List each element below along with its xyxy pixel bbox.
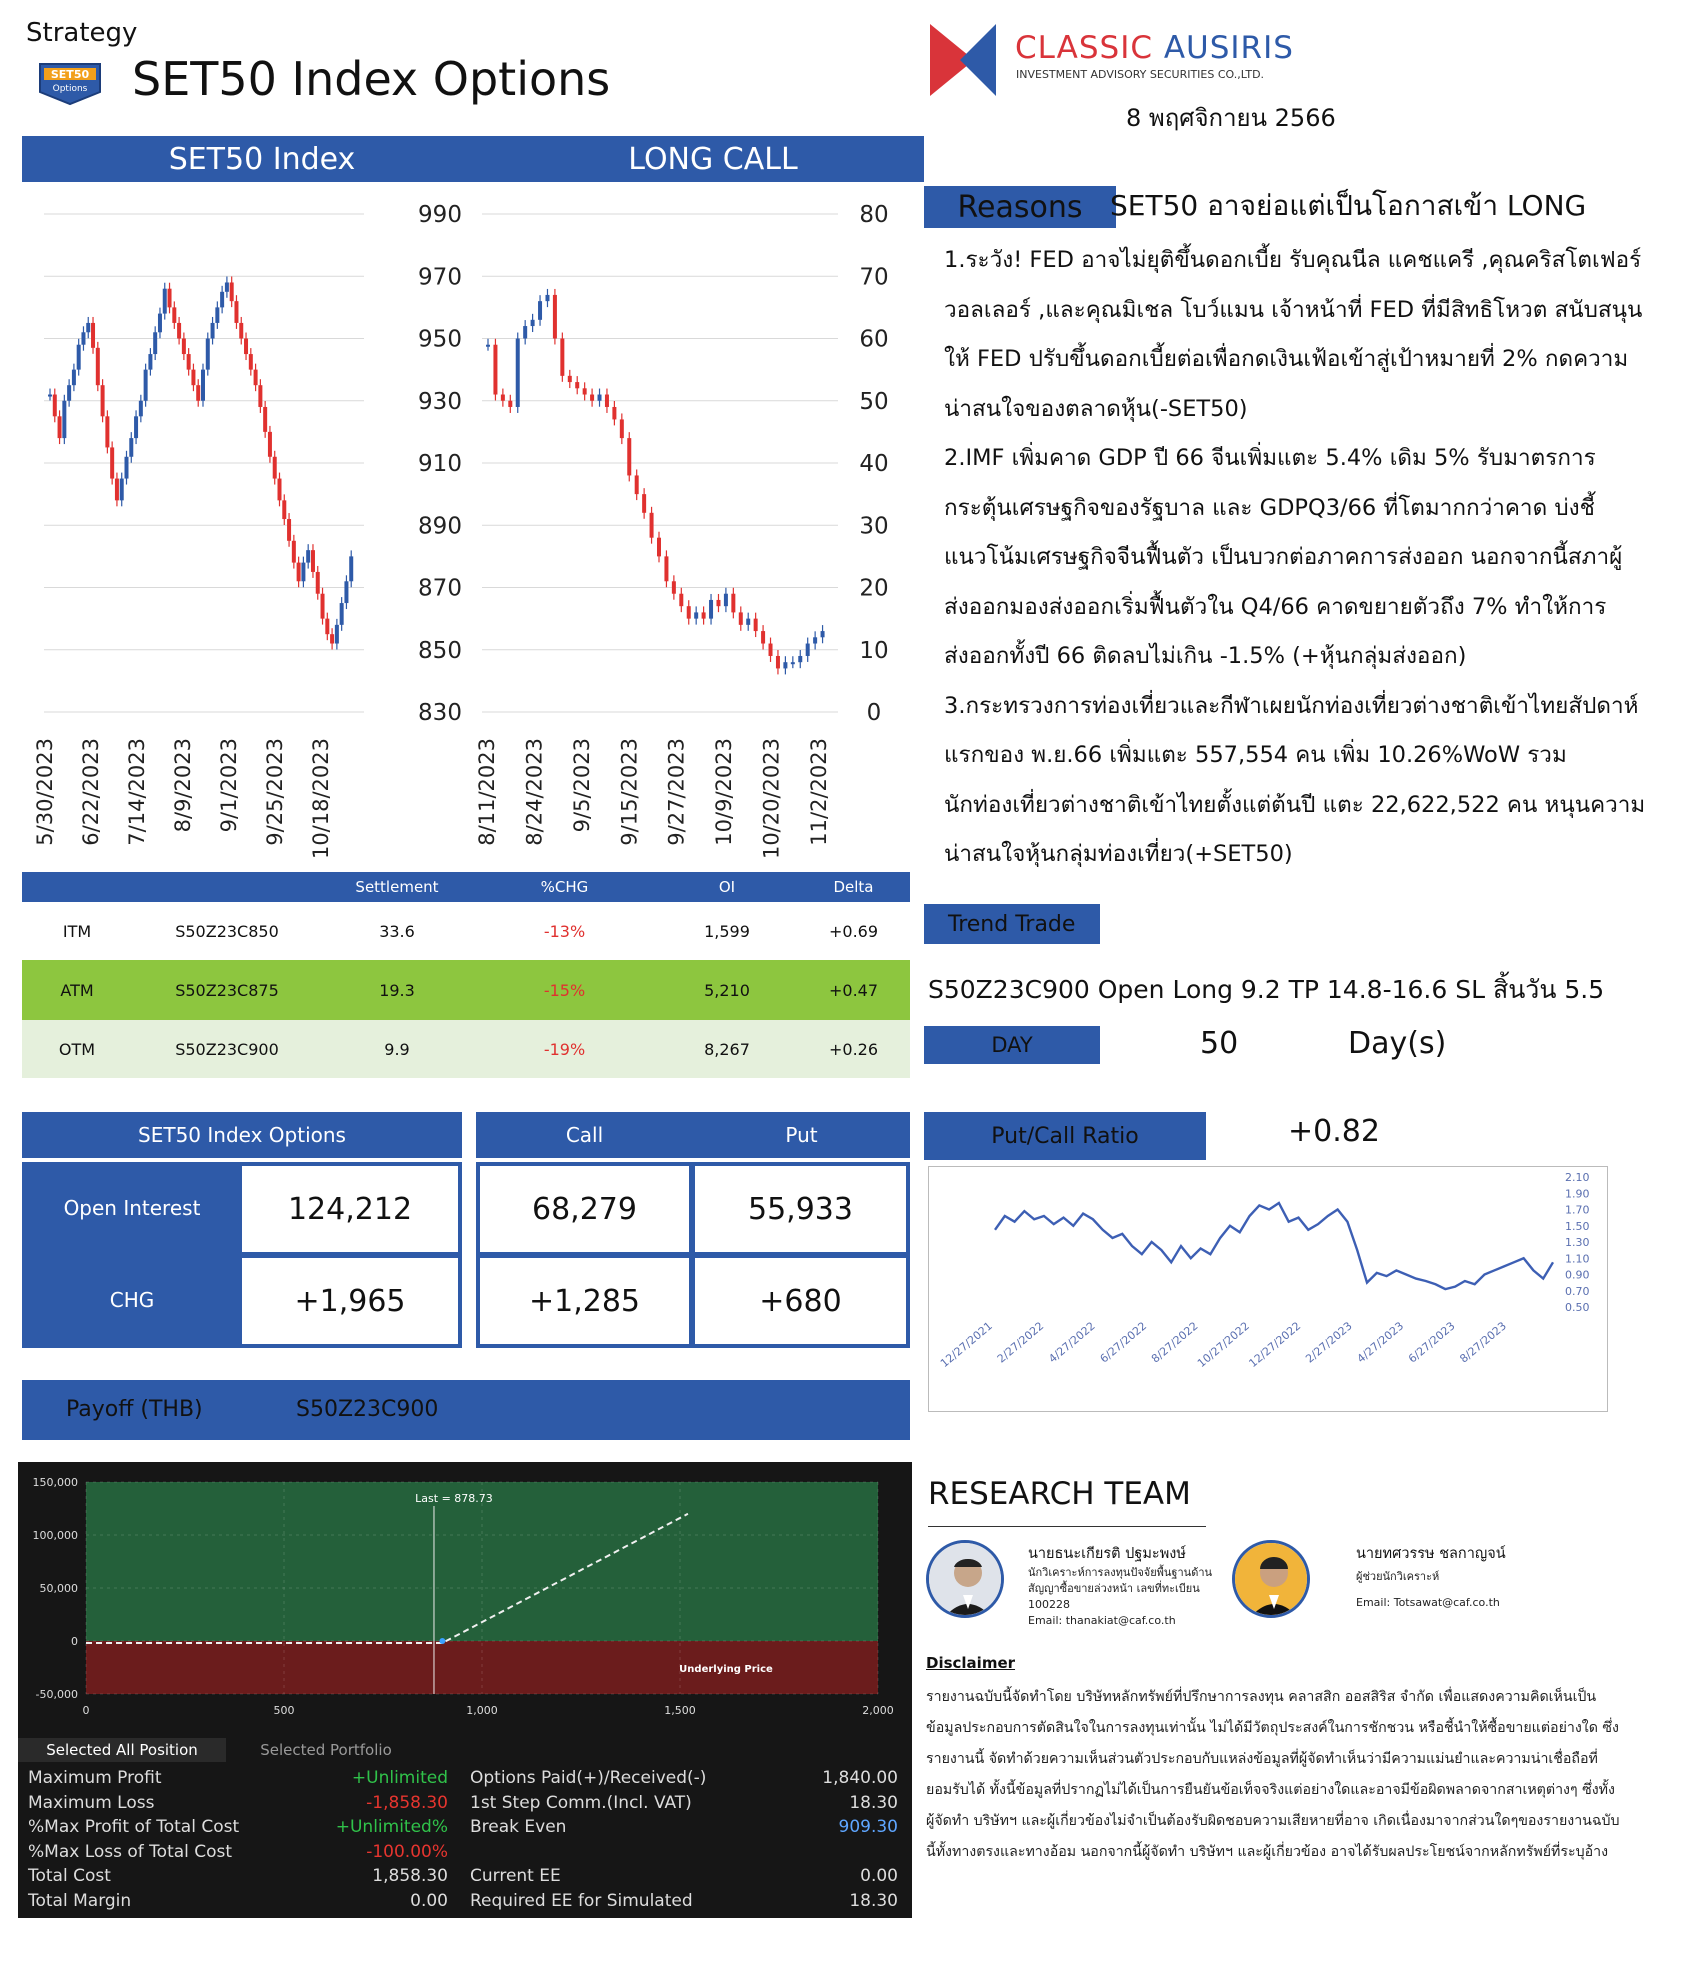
payoff-x-tick-label: 1,500: [664, 1704, 696, 1717]
reason-line: ส่งออกทั้งปี 66 ติดลบไม่เกิน -1.5% (+หุ้นกลุ่มส่งออก): [944, 643, 1467, 669]
payoff-x-tick-label: 1,000: [466, 1704, 498, 1717]
set50-x-tick-label: 8/9/2023: [171, 738, 195, 833]
oi-call-value: 68,279: [478, 1164, 691, 1254]
longcall-candle: [716, 600, 720, 606]
reason-line: วอลเลอร์ ,และคุณมิเชล โบว์แมน เจ้าหน้าที่ FED ที่มีสิทธิโหวต สนับสนุน: [944, 296, 1643, 323]
longcall-candle: [612, 407, 616, 419]
reason-line: แนวโน้มเศรษฐกิจจีนฟื้นตัว เป็นบวกต่อภาคการส่งออก นอกจากนี้สภาผู้: [944, 544, 1623, 570]
payoff-x-tick-label: 0: [82, 1704, 90, 1717]
longcall-candle: [560, 339, 564, 376]
set50-candle: [139, 401, 143, 417]
set50-candle: [287, 519, 291, 541]
set50-y-tick-label: 930: [418, 388, 462, 415]
longcall-candle: [783, 662, 787, 668]
pcr-y-tick-label: 0.90: [1565, 1268, 1590, 1282]
day-label: DAY: [924, 1026, 1100, 1064]
longcall-candle: [590, 395, 594, 401]
reason-line: น่าสนใจของตลาดหุ้น(-SET50): [944, 395, 1248, 422]
set50-candle: [206, 339, 210, 370]
longcall-candle: [516, 339, 520, 407]
set50-candle: [273, 457, 277, 479]
set50-candle: [249, 354, 253, 370]
reason-line: นักท่องเที่ยวต่างชาติเข้าไทยตั้งแต่ต้นปี แตะ 22,622,522 คน หนุนความ: [944, 791, 1646, 818]
set50-candle: [182, 339, 186, 355]
put-label: Put: [785, 1123, 818, 1147]
tab-selected-portfolio[interactable]: Selected Portfolio: [260, 1741, 392, 1759]
longcall-x-tick-label: 8/24/2023: [522, 738, 547, 846]
longcall-candle: [486, 345, 490, 347]
avatar: [1232, 1540, 1310, 1618]
options-table: [22, 872, 910, 1078]
oi-block-title: SET50 Index Options: [22, 1112, 462, 1158]
chg-label: CHG: [109, 1288, 155, 1312]
reason-line: 3.กระทรวงการท่องเที่ยวและกีฬาเผยนักท่องเที่ยวต่างชาติเข้าไทยสัปดาห์: [944, 692, 1639, 719]
day-value: 50: [1200, 1026, 1239, 1061]
table-row: ITM S50Z23C850 33.6 -13% 1,599 +0.69: [22, 902, 910, 960]
pcr-series-line: [995, 1203, 1553, 1289]
longcall-candle: [508, 401, 512, 407]
payoff-label: Payoff (THB): [66, 1397, 203, 1422]
price-charts: [0, 190, 920, 860]
options-table-header: [22, 872, 910, 902]
set50-candle: [86, 323, 90, 332]
longcall-candle: [798, 656, 802, 662]
longcall-candle: [724, 594, 728, 606]
longcall-candle: [813, 637, 817, 643]
set50-y-tick-label: 830: [418, 700, 462, 726]
longcall-candle: [545, 295, 549, 301]
pcr-x-tick-label: 4/27/2022: [1046, 1319, 1098, 1366]
col-delta: Delta: [833, 878, 874, 896]
col-oi: OI: [718, 878, 736, 896]
longcall-candle: [739, 612, 743, 624]
payoff-panel: [18, 1462, 912, 1918]
set50-y-tick-label: 990: [418, 202, 462, 228]
set50-candle: [301, 563, 305, 582]
longcall-candle: [709, 600, 713, 619]
pcr-y-tick-label: 0.70: [1565, 1284, 1590, 1298]
set50-x-tick-label: 7/14/2023: [125, 738, 149, 846]
set50-candle: [163, 289, 167, 314]
logo-sub: Options: [52, 84, 88, 94]
longcall-candle: [583, 388, 587, 394]
stat-options-paid: Options Paid(+)/Received(-) 1,840.00: [470, 1768, 898, 1789]
set50-candle: [344, 581, 348, 603]
set50-y-tick-label: 850: [418, 637, 462, 664]
set50-candle: [58, 416, 62, 438]
set50-candle: [292, 541, 296, 563]
set50-candle: [91, 323, 95, 348]
tab-selected-all-position[interactable]: Selected All Position: [18, 1738, 226, 1762]
payoff-y-tick-label: 0: [71, 1635, 78, 1648]
set50-candle: [282, 500, 286, 519]
longcall-x-tick-label: 11/2/2023: [807, 738, 831, 846]
set50-y-tick-label: 870: [418, 575, 462, 602]
set50-candle: [254, 370, 258, 386]
pcr-y-tick-label: 2.10: [1565, 1171, 1590, 1184]
set50-index-header: SET50 Index: [22, 136, 502, 182]
set50-candle: [201, 370, 205, 401]
longcall-x-tick-label: 10/20/2023: [759, 738, 784, 860]
set50-candle: [316, 572, 320, 594]
longcall-candle: [650, 513, 654, 538]
set50-candle: [268, 432, 272, 457]
payoff-header: [22, 1380, 910, 1440]
longcall-y-tick-label: 0: [866, 700, 882, 726]
pcr-x-tick-label: 8/27/2022: [1148, 1319, 1201, 1366]
chg-total-value: +1,965: [240, 1256, 460, 1346]
set50-x-tick-label: 9/25/2023: [263, 738, 287, 846]
set50-candle: [148, 354, 152, 370]
pcr-x-tick-label: 2/27/2023: [1303, 1319, 1355, 1366]
col-settlement: Settlement: [355, 878, 439, 896]
longcall-candle: [761, 631, 765, 643]
longcall-candle: [553, 295, 557, 339]
longcall-candle: [627, 438, 631, 475]
longcall-candle: [620, 419, 624, 438]
reasons-label: Reasons: [924, 186, 1116, 228]
longcall-y-tick-label: 40: [859, 451, 889, 477]
set50-candle: [211, 323, 215, 339]
disclaimer-line: รายงานนี้ จัดทำด้วยความเห็นส่วนตัวประกอบกับแหล่งข้อมูลที่ผู้จัดทำเห็นว่ามีความแม่นยำและความน่าเชื่อถือที่: [926, 1751, 1598, 1767]
payoff-y-tick-label: 150,000: [32, 1476, 78, 1489]
trend-trade-text: S50Z23C900 Open Long 9.2 TP 14.8-16.6 SL สิ้นวัน 5.5: [928, 975, 1605, 1004]
pcr-x-tick-label: 4/27/2023: [1354, 1319, 1407, 1366]
stat-required-ee: Required EE for Simulated 18.30: [470, 1890, 898, 1911]
day-unit: Day(s): [1348, 1026, 1447, 1061]
longcall-candle: [501, 395, 505, 401]
payoff-last-label: Last = 878.73: [415, 1492, 493, 1505]
set50-candle: [129, 438, 133, 457]
long-call-header: LONG CALL: [502, 136, 924, 182]
set50-candle: [144, 370, 148, 401]
longcall-candle: [531, 320, 535, 326]
set50-candle: [177, 323, 181, 339]
disclaimer-line: รายงานฉบับนี้จัดทำโดย บริษัทหลักทรัพย์ที่ปรึกษาการลงทุน คลาสสิก ออสสิริส จำกัด เพื่อแสดงความคิดเห็นเป็น: [926, 1689, 1597, 1705]
set50-candle: [244, 339, 248, 355]
table-row: ATM S50Z23C875 19.3 -15% 5,210 +0.47: [22, 960, 910, 1020]
disclaimer-text: [926, 1682, 1656, 1868]
disclaimer-line: ยอมรับได้ ทั้งนี้ข้อมูลที่ปรากฏไม่ได้เป็นการยืนยันข้อเท็จจริงแต่อย่างใดและอาจมีข้อผิดพลาดจากสาเหตุต่างๆ ซึ่งทั้ง: [926, 1782, 1615, 1798]
stat-max-loss-pct: %Max Loss of Total Cost -100.00%: [28, 1841, 448, 1862]
set50-candle: [278, 479, 282, 501]
pcr-x-tick-label: 8/27/2023: [1457, 1319, 1509, 1366]
reason-line: น่าสนใจหุ้นกลุ่มท่องเที่ยว(+SET50): [944, 841, 1293, 867]
longcall-x-tick-label: 9/27/2023: [664, 738, 689, 846]
research-team-divider: [928, 1526, 1206, 1527]
page-title: SET50 Index Options: [132, 52, 611, 106]
set50-candle: [196, 385, 200, 401]
set50-candle: [172, 307, 176, 323]
set50-candle: [125, 457, 129, 479]
longcall-candle: [538, 301, 542, 320]
payoff-code: S50Z23C900: [296, 1397, 439, 1422]
set50-candle: [105, 416, 109, 447]
set50-x-tick-label: 6/22/2023: [79, 738, 103, 846]
set50-candle: [158, 314, 162, 333]
pcr-x-tick-label: 12/27/2021: [938, 1319, 995, 1371]
set50-y-tick-label: 950: [418, 326, 462, 353]
longcall-candle: [598, 395, 602, 401]
oi-total-value: 124,212: [240, 1164, 460, 1254]
set50-candle: [325, 619, 329, 635]
set50-candle: [48, 395, 52, 397]
stat-max-profit-pct: %Max Profit of Total Cost +Unlimited%: [28, 1817, 448, 1838]
set50-candle: [67, 385, 71, 401]
set50-candle: [81, 332, 85, 344]
longcall-candle: [523, 326, 527, 338]
payoff-y-tick-label: 100,000: [32, 1529, 78, 1542]
longcall-x-tick-label: 9/15/2023: [617, 738, 642, 846]
longcall-candle: [657, 538, 661, 557]
pcr-x-tick-label: 6/27/2022: [1097, 1319, 1150, 1366]
reason-line: ส่งออกมองส่งออกเริ่มฟื้นตัวใน Q4/66 คาดขยายตัวถึง 7% ทำให้การ: [944, 593, 1607, 620]
reason-line: ให้ FED ปรับขึ้นดอกเบี้ยต่อเพื่อกดเงินเฟ้อเข้าสู่เป้าหมายที่ 2% กดความ: [944, 346, 1629, 372]
reason-line: 1.ระวัง! FED อาจไม่ยุติขึ้นดอกเบี้ย รับคุณนีล แคชแครี ,คุณคริสโตเฟอร์: [944, 247, 1642, 273]
longcall-y-tick-label: 20: [859, 575, 889, 602]
reason-line: 2.IMF เพิ่มคาด GDP ปี 66 จีนเพิ่มแตะ 5.4% เดิม 5% รับมาตรการ: [944, 445, 1596, 471]
stat-total-margin: Total Margin 0.00: [28, 1890, 448, 1911]
longcall-candle: [791, 662, 795, 664]
payoff-stats-right: [470, 1766, 898, 1913]
longcall-candle: [769, 644, 773, 656]
chg-put-value: +680: [693, 1256, 908, 1346]
longcall-candle: [635, 475, 639, 494]
set50-candle: [239, 323, 243, 339]
set50-candle: [225, 282, 229, 291]
longcall-candle: [605, 395, 609, 407]
stat-total-cost: Total Cost 1,858.30: [28, 1866, 448, 1887]
brand-name: CLASSIC AUSIRIS: [1015, 30, 1294, 66]
table-row: OTM S50Z23C900 9.9 -19% 8,267 +0.26: [22, 1020, 910, 1078]
reasons-title: SET50 อาจย่อแต่เป็นโอกาสเข้า LONG: [1110, 189, 1587, 222]
longcall-x-tick-label: 8/11/2023: [475, 738, 499, 846]
longcall-candle: [575, 382, 579, 388]
pcr-y-tick-label: 1.30: [1565, 1236, 1590, 1249]
longcall-candle: [687, 606, 691, 618]
put-call-ratio-chart: [928, 1166, 1608, 1412]
set50-candle: [153, 332, 157, 354]
longcall-candle: [702, 612, 706, 618]
set50-x-tick-label: 10/18/2023: [309, 738, 333, 860]
reasons-body: [944, 236, 1684, 880]
disclaimer-line: ข้อมูลประกอบการตัดสินใจในการลงทุนเท่านั้น ไม่ได้มีวัตถุประสงค์ในการชักชวน หรือชี้นำให้ซื้อขายแต่อย่างใด ซึ่ง: [926, 1720, 1619, 1736]
col-chg: %CHG: [540, 878, 589, 896]
reason-line: กระตุ้นเศรษฐกิจของรัฐบาล และ GDPQ3/66 ที่โตมากกว่าคาด บ่งชี้: [944, 494, 1595, 521]
set50-candle: [230, 282, 234, 301]
set50-candle: [306, 550, 310, 562]
pcr-y-tick-label: 1.70: [1565, 1203, 1590, 1217]
research-member-1: นายธนะเกียรติ ปฐมะพงษ์ นักวิเคราะห์การลงทุนปัจจัยพื้นฐานด้าน สัญญาซื้อขายล่วงหน้า เลขที่ทะเบียน 100228 Email: thanakiat@caf.co.th: [1028, 1546, 1213, 1627]
disclaimer-line: นี้ทั้งทางตรงและทางอ้อม นอกจากนี้ผู้จัดทำ บริษัทฯ และผู้เกี่ยวข้อง อาจได้รับผลประโยชน์จากหลักทรัพย์ที่ระบุอ้าง: [926, 1844, 1609, 1860]
set50-candle: [62, 401, 66, 438]
payoff-y-tick-label: 50,000: [39, 1582, 78, 1595]
longcall-y-tick-label: 50: [859, 388, 889, 415]
research-team-title: RESEARCH TEAM: [928, 1476, 1191, 1512]
pcr-x-tick-label: 12/27/2022: [1246, 1319, 1304, 1371]
payoff-x-tick-label: 500: [273, 1704, 295, 1717]
pcr-y-tick-label: 1.90: [1565, 1187, 1590, 1201]
oi-put-value: 55,933: [693, 1164, 908, 1254]
longcall-candle: [493, 345, 497, 395]
set50-candle: [187, 354, 191, 370]
longcall-candle: [731, 594, 735, 613]
set50-candle: [258, 385, 262, 407]
longcall-y-tick-label: 60: [859, 326, 889, 353]
set50-candle: [321, 594, 325, 619]
stat-blank: [470, 1840, 898, 1865]
longcall-x-tick-label: 10/9/2023: [712, 738, 737, 846]
payoff-x-tick-label: 2,000: [862, 1704, 894, 1717]
set50-x-tick-label: 9/1/2023: [217, 738, 241, 833]
set50-y-tick-label: 890: [418, 513, 462, 540]
set50-candle: [330, 634, 334, 643]
classic-ausiris-logo: [930, 20, 1020, 100]
set50-candle: [72, 370, 76, 386]
call-put-header: [476, 1112, 910, 1158]
set50-x-tick-label: 5/30/2023: [33, 738, 57, 846]
payoff-underlying-label: Underlying Price: [679, 1664, 773, 1675]
set50-candle: [340, 603, 344, 625]
stat-current-ee: Current EE 0.00: [470, 1866, 898, 1887]
reason-line: แรกของ พ.ย.66 เพิ่มแตะ 557,554 คน เพิ่ม 10.26%WoW รวม: [944, 742, 1567, 768]
longcall-candle: [776, 656, 780, 668]
pcr-y-tick-label: 1.10: [1565, 1252, 1590, 1266]
longcall-candle: [679, 594, 683, 606]
set50-y-tick-label: 970: [418, 264, 462, 291]
longcall-y-tick-label: 70: [859, 264, 889, 291]
set50-candle: [53, 395, 57, 417]
set50-candle: [234, 301, 238, 323]
chg-call-value: +1,285: [478, 1256, 691, 1346]
pcr-y-tick-label: 0.50: [1565, 1301, 1590, 1314]
set50-candle: [77, 345, 81, 370]
set50-options-logo: [34, 58, 106, 108]
longcall-candle: [746, 619, 750, 625]
set50-candle: [349, 556, 353, 581]
pcr-x-tick-label: 2/27/2022: [994, 1319, 1047, 1366]
pcr-x-tick-label: 10/27/2022: [1195, 1319, 1252, 1371]
stat-comm: 1st Step Comm.(Incl. VAT) 18.30: [470, 1792, 898, 1813]
set50-candle: [168, 289, 172, 308]
brand-subtitle: INVESTMENT ADVISORY SECURITIES CO.,LTD.: [1016, 68, 1265, 81]
pcr-x-tick-label: 6/27/2023: [1405, 1319, 1458, 1366]
report-date: 8 พฤศจิกายน 2566: [1126, 104, 1336, 132]
longcall-candle: [664, 556, 668, 581]
research-member-2: นายทศวรรษ ชลกาญจน์ ผู้ช่วยนักวิเคราะห์ Email: Totsawat@caf.co.th: [1356, 1546, 1506, 1609]
set50-candle: [311, 550, 315, 572]
set50-candle: [110, 447, 114, 478]
payoff-break-even-point: [439, 1638, 445, 1644]
longcall-y-tick-label: 10: [859, 637, 889, 664]
set50-candle: [115, 479, 119, 501]
longcall-candle: [806, 644, 810, 656]
longcall-candle: [694, 612, 698, 618]
strategy-label: Strategy: [26, 18, 138, 48]
stat-break-even: Break Even 909.30: [470, 1817, 898, 1838]
disclaimer-title: Disclaimer: [926, 1654, 1016, 1672]
call-label: Call: [565, 1123, 604, 1147]
pcr-y-tick-label: 1.50: [1565, 1219, 1590, 1233]
payoff-stats-left: [28, 1766, 448, 1913]
avatar: [926, 1540, 1004, 1618]
stat-max-loss: Maximum Loss -1,858.30: [28, 1792, 448, 1813]
longcall-candle: [642, 494, 646, 513]
longcall-candle: [821, 631, 825, 637]
payoff-chart: [18, 1462, 912, 1730]
set50-y-tick-label: 910: [418, 451, 462, 477]
put-call-ratio-label: Put/Call Ratio: [924, 1112, 1206, 1160]
set50-candle: [220, 292, 224, 308]
trend-trade-label: Trend Trade: [924, 904, 1100, 944]
set50-candle: [120, 479, 124, 501]
set50-candle: [335, 625, 339, 644]
disclaimer-line: ผู้จัดทำ บริษัทฯ และผู้เกี่ยวข้องไม่จำเป็นต้องรับผิดชอบความเสียหายที่อาจ เกิดเนื่องมาจากส่วนใดๆของรายงานฉบับ: [926, 1813, 1620, 1829]
set50-candle: [191, 370, 195, 386]
set50-candle: [297, 563, 301, 582]
payoff-y-tick-label: -50,000: [35, 1688, 78, 1701]
open-interest-label: Open Interest: [63, 1196, 201, 1220]
set50-candle: [263, 407, 267, 432]
longcall-candle: [754, 619, 758, 631]
set50-candle: [101, 385, 105, 416]
set50-candle: [215, 307, 219, 323]
longcall-y-tick-label: 30: [859, 513, 889, 540]
stat-max-profit: Maximum Profit +Unlimited: [28, 1768, 448, 1789]
longcall-candle: [672, 581, 676, 593]
logo-text: SET50: [50, 68, 90, 81]
put-call-ratio-value: +0.82: [1288, 1114, 1380, 1149]
set50-candle: [96, 348, 100, 385]
longcall-x-tick-label: 9/5/2023: [569, 738, 594, 833]
set50-candle: [134, 416, 138, 438]
longcall-y-tick-label: 80: [859, 202, 889, 228]
longcall-candle: [568, 376, 572, 382]
